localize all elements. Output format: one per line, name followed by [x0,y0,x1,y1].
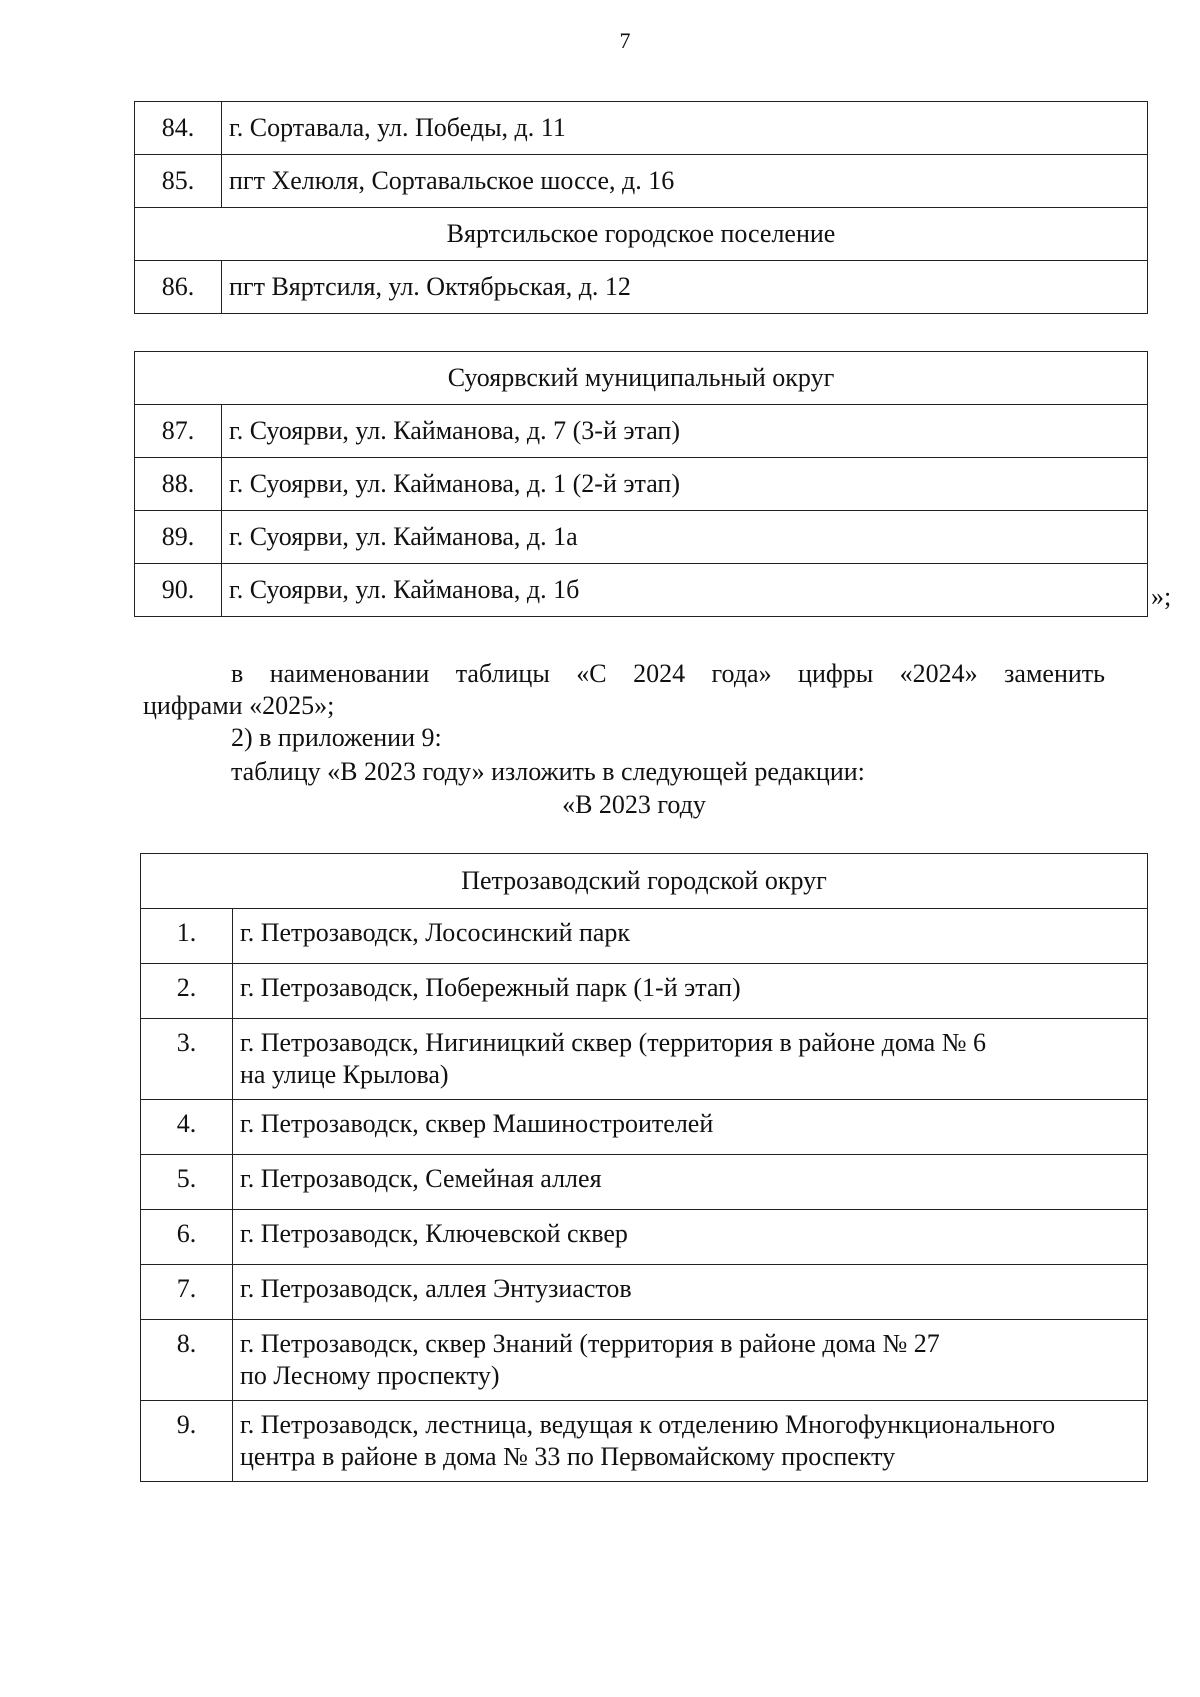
table-row [135,102,1148,155]
row-address [233,1401,1148,1482]
section-heading: Петрозаводский городской округ [141,854,1148,909]
address-line: г. Петрозаводск, сквер Машиностроителей [240,1109,714,1138]
row-address [233,1210,1148,1265]
address-line: г. Петрозаводск, Лососинский парк [240,918,631,947]
table-row [141,1401,1148,1482]
row-number: 5. [141,1155,233,1210]
row-number: 88. [135,458,222,511]
table-row [141,1265,1148,1320]
table-row [141,1155,1148,1210]
table-row [141,1019,1148,1100]
table-row [135,155,1148,208]
row-address: г. Суоярви, ул. Кайманова, д. 1б [222,564,1148,617]
address-line: г. Петрозаводск, Ключевской сквер [240,1219,628,1248]
row-address [233,1100,1148,1155]
section-row [135,352,1148,405]
address-line: г. Петрозаводск, сквер Знаний (территория в районе дома № 27 [240,1329,940,1358]
section-row [135,208,1148,261]
address-line: по Лесному проспекту) [240,1361,500,1390]
address-line: г. Петрозаводск, Семейная аллея [240,1164,602,1193]
table-row [135,405,1148,458]
row-number: 2. [141,964,233,1019]
address-line: г. Петрозаводск, Побережный парк (1-й этап) [240,973,741,1002]
address-line: г. Петрозаводск, аллея Энтузиастов [240,1274,632,1303]
row-number: 85. [135,155,222,208]
row-number: 1. [141,909,233,964]
row-address: г. Сортавала, ул. Победы, д. 11 [222,102,1148,155]
row-address: г. Суоярви, ул. Кайманова, д. 1а [222,511,1148,564]
row-number: 3. [141,1019,233,1100]
paragraph-rename-table [143,658,1105,722]
row-number: 87. [135,405,222,458]
table-row [135,458,1148,511]
table-row [141,964,1148,1019]
table-row [135,564,1148,617]
row-number: 7. [141,1265,233,1320]
row-address: г. Суоярви, ул. Кайманова, д. 7 (3-й этап) [222,405,1148,458]
paragraph-table-edit [143,756,1105,788]
row-number: 89. [135,511,222,564]
table-title: «В 2023 году [562,790,706,819]
row-number: 8. [141,1320,233,1401]
page-number: 7 [619,28,631,53]
table-sortavala [134,101,1148,314]
section-heading: Суоярвский муниципальный округ [135,352,1148,405]
address-line: г. Петрозаводск, лестница, ведущая к отделению Многофункционального [240,1410,1056,1439]
row-address [233,1019,1148,1100]
table-row [135,511,1148,564]
paragraph-annex-9 [143,722,1105,754]
row-address [233,909,1148,964]
table-row [141,1210,1148,1265]
row-address: пгт Хелюля, Сортавальское шоссе, д. 16 [222,155,1148,208]
row-address: пгт Вяртсиля, ул. Октябрьская, д. 12 [222,261,1148,314]
row-address [233,964,1148,1019]
address-line: г. Петрозаводск, Нигиницкий сквер (территория в районе дома № 6 [240,1028,987,1057]
table-row [141,1100,1148,1155]
paragraph-line: в наименовании таблицы «С 2024 года» цифры «2024» заменить [231,659,1105,688]
row-number: 9. [141,1401,233,1482]
table-row [141,909,1148,964]
row-address [233,1265,1148,1320]
row-number: 84. [135,102,222,155]
row-number: 6. [141,1210,233,1265]
section-heading: Вяртсильское городское поселение [135,208,1148,261]
table-row [141,1320,1148,1401]
row-address [233,1320,1148,1401]
row-number: 90. [135,564,222,617]
address-line: центра в районе в дома № 33 по Первомайскому проспекту [240,1442,896,1471]
address-line: на улице Крылова) [240,1060,449,1089]
row-address [233,1155,1148,1210]
paragraph-line: таблицу «В 2023 году» изложить в следующей редакции: [231,757,865,786]
paragraph-line: 2) в приложении 9: [231,723,442,752]
section-row [141,854,1148,909]
table-row [135,261,1148,314]
closing-quote: »; [1151,582,1172,611]
row-address: г. Суоярви, ул. Кайманова, д. 1 (2-й этап) [222,458,1148,511]
row-number: 4. [141,1100,233,1155]
table-suoyarvi [134,351,1148,617]
table-petrozavodsk [140,853,1148,1482]
paragraph-line: цифрами «2025»; [143,691,335,720]
row-number: 86. [135,261,222,314]
